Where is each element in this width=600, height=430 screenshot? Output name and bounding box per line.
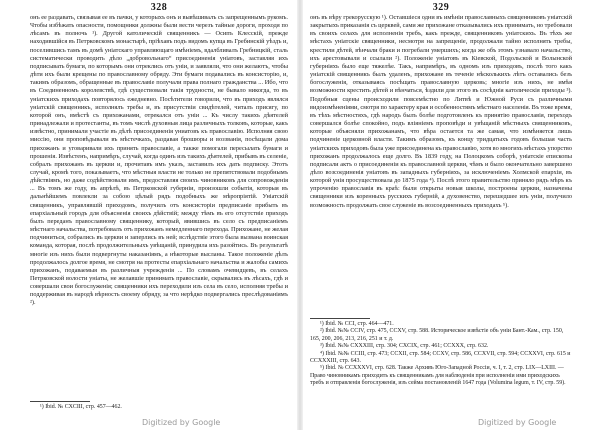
footnote-right-4: ⁴) Ibid. №№ CCIII, стр. 473; CCXII, стр. 584; CCXV, стр. 586, CCXVII, стр. 594; CCXXVI, стр. 615 и CCXXXIII, стр. 643.	[310, 350, 571, 365]
right-footnotes	[310, 321, 572, 388]
footnote-right-3: ³) Ibid. №№ CXXXIII, стр. 304; CXCIX, стр. 461; CCXXX, стр. 632.	[320, 343, 489, 350]
right-page-text: онъ въ вѣру грекорусскую ¹). Оставшіеся одни въ имѣніи православныхъ священниковъ уніатскій закрытыхъ приказанія съ церквей, сами же прихожане отказывались ихъ принимать, но требовали въ своихъ селахъ для исполненія требъ, какъ прежде, священниковъ уніатскихъ. Въ тѣхъ же мѣстахъ уніатскіе священники, несмотря на запрещеніе, продолжали тайно исполнять требы, крестили дѣтей, вѣнчали браки и погребали умершихъ; когда же объ этомъ узнавало начальство, ихъ арестовывали и ссылали ²). Положеніе уніатовъ въ Кіевской, Подольской и Волынской губерніяхъ было еще тяжелѣе. Такъ, напримѣръ, въ одномъ изъ приходовъ, послѣ того какъ уніатскій священникъ былъ удаленъ, прихожане въ теченіе нѣсколькихъ лѣтъ оставались безъ богослуженія, отказываясь посѣщать православную церковь; многіе изъ нихъ, не имѣя возможности крестить дѣтей и вѣнчаться, ѣздили для этого въ сосѣднія католическія приходы ³). Подобныя сцены происходили повсемѣстно по Литвѣ и Южной Руси съ различными видоизмѣненіями, смотря по характеру края и особенностямъ мѣстнаго населенія. Въ тоже время, въ тѣхъ мѣстностяхъ, гдѣ народъ былъ болѣе подготовленъ къ принятію православія, переходъ совершался болѣе спокойно, подъ вліяніемъ проповѣди и увѣщаній мѣстныхъ священниковъ, которые объясняли прихожанамъ, что вѣра остается та же самая, что измѣняется лишь подчиненіе церковной власти. Такимъ образомъ, къ концу тридцатыхъ годовъ большая часть уніатскихъ приходовъ была уже присоединена къ православію, хотя во многихъ мѣстахъ упорство прихожанъ продолжалось еще долго. Въ 1839 году, на Полоцкомъ соборѣ, уніатскіе епископы подписали актъ о присоединеніи къ православной церкви, чѣмъ и было окончательно завершено дѣло возсоединенія уніатовъ въ западныхъ губерніяхъ, за исключеніемъ Холмской епархіи, въ которой унія просуществовала до 1875 года ⁴). Послѣ этого правительство приняло рядъ мѣръ къ упроченію православія въ краѣ: были открыты новыя школы, построены церкви, назначены священники изъ коренныхъ русскихъ губерній, а духовенство, перешедшее изъ уніи, получило возможность продолжать свое служеніе въ возсоединенныхъ приходахъ ⁵).	[310, 14, 572, 209]
page-number-right: 329	[432, 2, 450, 13]
footnote-rule-right	[310, 318, 370, 319]
page-number-left: 328	[150, 2, 168, 13]
footnote-right-2: ²) Ibid. №№ CCIV, стр. 475, CCXV, стр. 588. Историческое извѣстіе объ уніи Бант.-Кам., стр. 150, 165, 200, 206, 213, 216, 251 и т. д.	[310, 328, 564, 342]
google-watermark-left: Digitized by Google	[142, 418, 221, 427]
left-page-text: онъ ее раздавать, связывая ее въ пачки, у которыхъ онъ и вывѣшивалъ съ запрещеннымъ рукомъ. Чтобы избѣжать опасности, помощники должны были вести черезъ тайные дороги, проходя по лѣсамъ въ полночь ¹). Другой католическій священникъ — Осипъ Клесскій, прежде находившійся въ Петрковскомъ монастырѣ, пріѣхавъ подъ видомъ купца въ Гребинскій уѣздъ и, поселившись тамъ въ домѣ уніатскаго управляющаго имѣніемъ, вдалбливалъ Гребницкій, сталь систематически проводить дѣло „добровольнаго“ присоединенія уніатовъ, заставляя ихъ подписывать бумаги, по которымъ они отреклись отъ уніи, и заявляли, что они желаютъ, чтобы дѣти ихъ были крещены по православному обряду. Эти бумаги подавались въ консисторію, и, такимъ образомъ, обращенные въ православіе получали права полнаго гражданства ... Ибо, что въ Соединенномъ королевствѣ, гдѣ существовали такія трудности, не бывало никогда, то въ уніатскихъ приходахъ повторялось ежедневно. Посѣтители говорили, что въ приходъ являлся уніатскій священникъ, исполнялъ требы и, въ присутствіи свидѣтелей, читалъ присягу, по которой онъ, вмѣстѣ съ прихожанами, отрекался отъ уніи ... Къ числу такихъ дѣятелей принадлежали и протестанты, въ томъ числѣ духовныя лица различныхъ толковъ, которые, какъ извѣстно, принимали участіе въ дѣлѣ присоединенія униатовъ къ православію. Исполняя свою миссію, они проповѣдывали въ мѣстечкахъ, раздавая брошюры и воззванія, посѣщали дома прихожанъ и уговаривали ихъ принять православіе, а также помогали пересылать бумаги и прошенія. Извѣстенъ, напримѣръ, случай, когда одинъ изъ такихъ дѣятелей, прибывъ въ селеніе, собралъ прихожанъ въ церкви и, прочитавъ имъ указъ, заставилъ ихъ дать подписку. Этотъ случай, кромѣ того, показываетъ, что мѣстныя власти не только не препятствовали подобнымъ дѣйствіямъ, но даже содѣйствовали имъ, предоставляя своихъ чиновниковъ для сопровожденія ... Въ томъ же году, въ апрѣлѣ, въ Петрковской губерніи, произошли событія, которыя въ дальнѣйшемъ повлекли за собою цѣлый рядъ подобныхъ же мѣропріятій. Уніатскій священникъ, управлявшій приходомъ, получилъ отъ консисторіи предписаніе прибыть въ епархіальный городъ для объясненія своихъ дѣйствій; между тѣмъ въ его отсутствіе приходъ былъ переданъ православному священнику, который, явившись въ село съ предписаніемъ мѣстнаго начальства, потребовалъ отъ прихожанъ немедленнаго перехода. Прихожане, не желая подчиниться, собрались въ церкви и заперлись въ ней; вслѣдствіе этого была вызвана воинская команда, которая, послѣ продолжительныхъ увѣщаній, принудила ихъ разойтись. Въ результатѣ многіе изъ нихъ были подвергнуты наказаніямъ, а нѣкоторые высланы. Такое положеніе дѣлъ продолжалось долгое время, не смотря на протесты епархіальнаго начальства и жалобы самихъ прихожанъ, подаваемыя въ различныя учрежденія ... По словамъ очевидцевъ, въ селахъ Петрковской волости уніаты, не желавшіе принимать православіе, скрывались въ лѣсахъ, гдѣ и совершали свои богослуженія; священники ихъ переходили изъ села въ село, исполняя требы и поддерживая въ народѣ вѣрность своему обряду, за что нерѣдко подвергались преслѣдованіямъ ²).	[30, 14, 288, 307]
google-watermark-right: Digitized by Google	[478, 418, 557, 427]
book-gutter	[297, 0, 303, 430]
right-page	[310, 0, 572, 430]
left-page	[30, 0, 288, 430]
footnote-right-1: ¹) Ibid. № CCI, стр. 464—471.	[320, 321, 394, 327]
footnote-left-1: ¹) Ibid. № CXCIII, стр. 457—462.	[40, 404, 122, 410]
footnote-right-5: ⁵) Ibid. № CCXXXVI, стр. 628. Также Архивъ Юго-Западной Россіи, ч. I, т. 2, стр. LIX—LXIII. — Право чиновникамъ приходить къ священникамъ для наблюденія при исполненіи ими приходскихъ требъ и отправленія богослуженія, изъ сейма постановленій 1647 года (Volumina legum, т. IV, стр. 59).	[310, 365, 566, 387]
right-page-body	[310, 14, 572, 313]
left-page-body	[30, 14, 288, 397]
left-footnotes	[30, 404, 288, 411]
footnote-rule-left	[30, 401, 90, 402]
